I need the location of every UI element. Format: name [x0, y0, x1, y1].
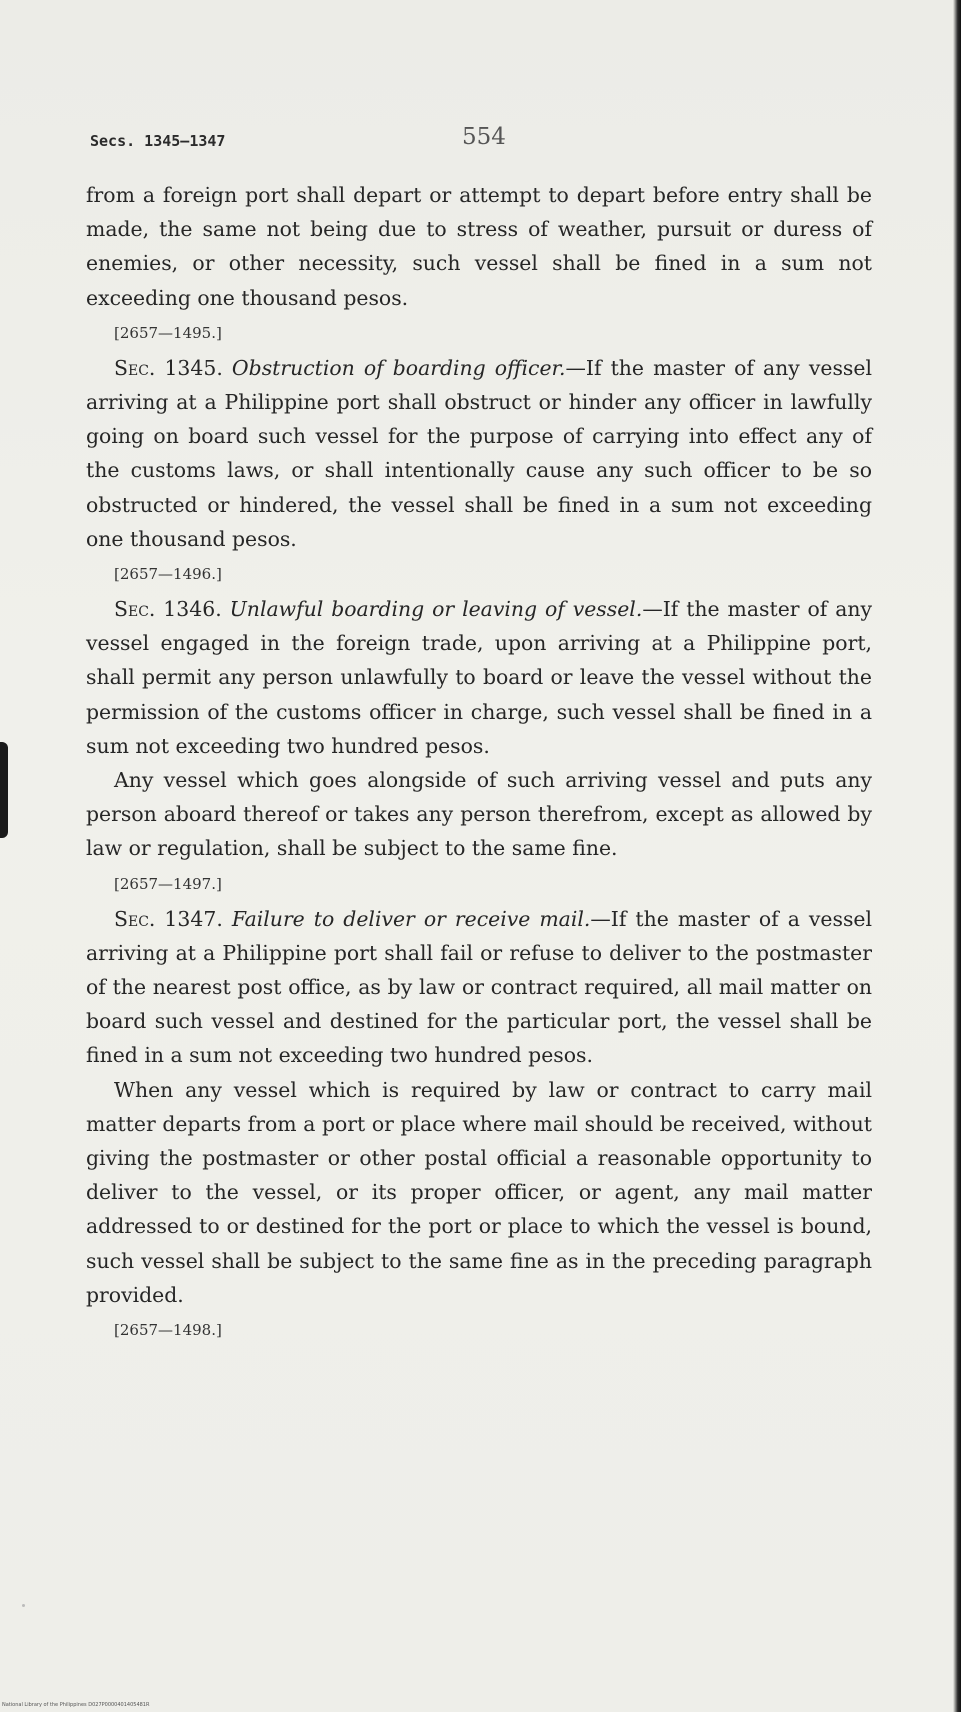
- section-label: Sec. 1345.: [114, 355, 223, 380]
- section-heading: Unlawful boarding or leaving of vessel.: [229, 597, 643, 622]
- page-number: 554: [462, 124, 506, 150]
- section-1346: [86, 592, 872, 763]
- section-heading: Failure to deliver or receive mail.: [231, 906, 591, 931]
- citation-ref: [2657—1498.]: [114, 1321, 222, 1340]
- body-text: [86, 178, 872, 1348]
- section-body: —If the master of a vessel arriving at a Philippine port shall fail or refuse to deliver to the postmaster of the nearest post office, as by law or contract required, all mail matter on board such vessel and destined for the particular port, the vessel shall be fined in a sum not exceeding two hundred pesos.: [86, 906, 873, 1068]
- citation-ref: [2657—1495.]: [114, 323, 222, 342]
- scan-margin-mark: [0, 742, 8, 838]
- section-body: —If the master of any vessel arriving at a Philippine port shall obstruct or hinder any officer in lawfully going on board such vessel for the purpose of carrying into effect any of the customs laws, or shall intentionally cause any such officer to be so obstructed or hindered, the vessel shall be fined in a sum not exceeding one thousand pesos.: [86, 355, 872, 551]
- section-1345: [86, 351, 872, 556]
- page-edge-shadow: [953, 0, 961, 1712]
- scan-credit: National Library of the Philippines D027P0000401405481R: [2, 1702, 150, 1708]
- section-1347: [86, 902, 872, 1073]
- citation-ref: [2657—1497.]: [114, 874, 222, 893]
- section-range: Secs. 1345–1347: [90, 132, 226, 150]
- section-label: Sec. 1346.: [114, 597, 222, 622]
- section-label: Sec. 1347.: [114, 906, 223, 931]
- continued-paragraph: from a foreign port shall depart or attempt to depart before entry shall be made, the same not being due to stress of weather, pursuit or duress of enemies, or other necessity, such vessel shall be fined in a sum not exceeding one thousand pesos.: [86, 183, 872, 310]
- section-heading: Obstruction of boarding officer.: [231, 355, 566, 380]
- section-1347-paragraph-2: When any vessel which is required by law or contract to carry mail matter departs from a port or place where mail should be received, without giving the postmaster or other postal official a reasonable opportunity to deliver to the vessel, or its proper officer, or agent, any mail matter addressed to or destined for the port or place to which the vessel is bound, such vessel shall be subject to the same fine as in the preceding paragraph provided.: [86, 1077, 872, 1307]
- running-header: [90, 124, 890, 156]
- section-1346-paragraph-2: Any vessel which goes alongside of such arriving vessel and puts any person aboard thereof or takes any person therefrom, except as allowed by law or regulation, shall be subject to the same fine.: [86, 768, 872, 861]
- scan-speck: [22, 1604, 25, 1607]
- section-body: —If the master of any vessel engaged in the foreign trade, upon arriving at a Philippine port, shall permit any person unlawfully to board or leave the vessel without the permission of the customs officer in charge, such vessel shall be fined in a sum not exceeding two hundred pesos.: [86, 597, 872, 758]
- citation-ref: [2657—1496.]: [114, 565, 222, 584]
